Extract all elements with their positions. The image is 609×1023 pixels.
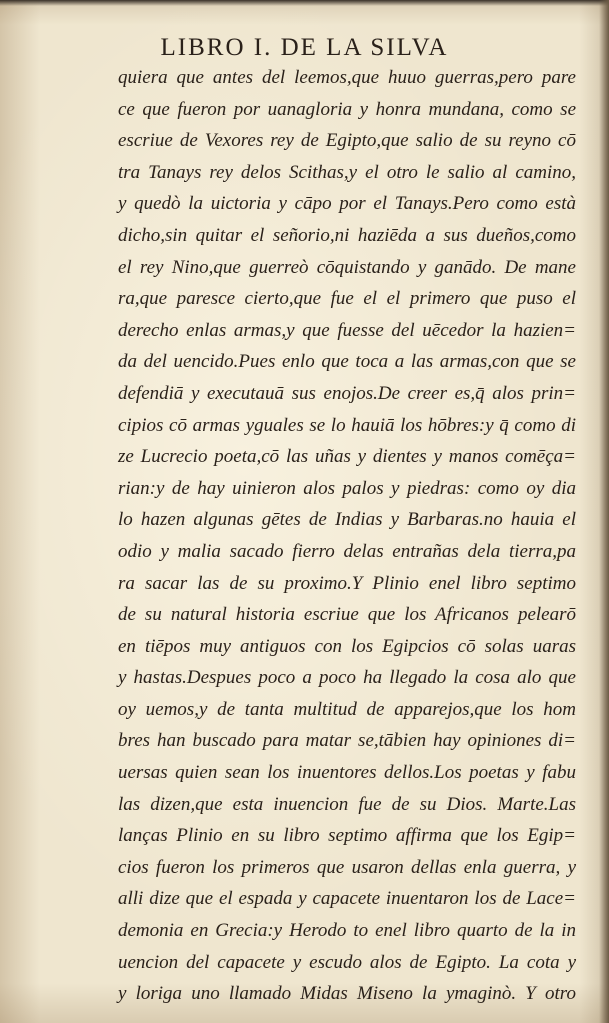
text-line: lanças Plinio en su libro septimo affirma que los Egip= bbox=[118, 825, 576, 847]
text-line: ze Lucrecio poeta,cō las uñas y dientes y manos comēça= bbox=[118, 446, 576, 468]
running-header: LIBRO I. DE LA SILVA bbox=[160, 34, 449, 61]
text-line: ra sacar las de su proximo.Y Plinio enel libro septimo bbox=[118, 572, 576, 594]
text-line: y hastas.Despues poco a poco ha llegado la cosa alo que bbox=[118, 667, 576, 689]
text-line: ra,que paresce cierto,que fue el el primero que puso el bbox=[118, 288, 576, 310]
page-right-edge bbox=[599, 0, 609, 1023]
text-line: quiera que antes del leemos,que huuo guerras,pero pare bbox=[118, 67, 576, 88]
text-line: cipios cō armas yguales se lo hauiā los hōbres:y q̄ como di bbox=[118, 414, 576, 436]
text-line: bres han buscado para matar se,tābien hay opiniones di= bbox=[118, 730, 576, 752]
text-line: y loriga uno llamado Midas Miseno la ymaginò. Y otro bbox=[118, 983, 576, 1005]
text-line: lo hazen algunas gētes de Indias y Barbaras.no hauia el bbox=[118, 509, 576, 531]
text-line: uencion del capacete y escudo alos de Egipto. La cota y bbox=[118, 951, 576, 973]
text-line: ce que fueron por uanagloria y honra mundana, como se bbox=[118, 98, 576, 120]
text-line: rian:y de hay uinieron alos palos y piedras: como oy dia bbox=[118, 477, 576, 499]
text-line: oy uemos,y de tanta multitud de apparejos,que los hom bbox=[118, 698, 576, 720]
text-line: odio y malia sacado fierro delas entrañas dela tierra,pa bbox=[118, 540, 576, 562]
text-line: demonia en Grecia:y Herodo to enel libro quarto de la in bbox=[118, 920, 576, 942]
text-line: uersas quien sean los inuentores dellos.Los poetas y fabu bbox=[118, 762, 576, 784]
text-line: el rey Nino,que guerreò cōquistando y ganādo. De mane bbox=[118, 256, 576, 278]
text-line: alli dize que el espada y capacete inuentaron los de Lace= bbox=[118, 888, 576, 910]
text-line: cios fueron los primeros que usaron dellas enla guerra, y bbox=[118, 856, 576, 878]
text-line: derecho enlas armas,y que fuesse del uēcedor la hazien= bbox=[118, 319, 576, 341]
text-line: de su natural historia escriue que los Africanos pelearō bbox=[118, 604, 576, 626]
page-top-edge bbox=[0, 0, 609, 6]
text-line: escriue de Vexores rey de Egipto,que salio de su reyno cō bbox=[118, 130, 576, 152]
text-line: en tiēpos muy antiguos con los Egipcios cō solas uaras bbox=[118, 635, 576, 657]
text-line: dicho,sin quitar el señorio,ni haziēda a sus dueños,como bbox=[118, 224, 576, 246]
text-line: tra Tanays rey delos Scithas,y el otro le salio al camino, bbox=[118, 161, 576, 183]
body-text bbox=[118, 62, 576, 1010]
text-line: defendiā y executauā sus enojos.De creer es,q̄ alos prin= bbox=[118, 382, 576, 404]
text-line: da del uencido.Pues enlo que toca a las armas,con que se bbox=[118, 351, 576, 373]
text-line: las dizen,que esta inuencion fue de su Dios. Marte.Las bbox=[118, 793, 576, 815]
text-line: y quedò la uictoria y cāpo por el Tanays.Pero como està bbox=[118, 193, 576, 215]
